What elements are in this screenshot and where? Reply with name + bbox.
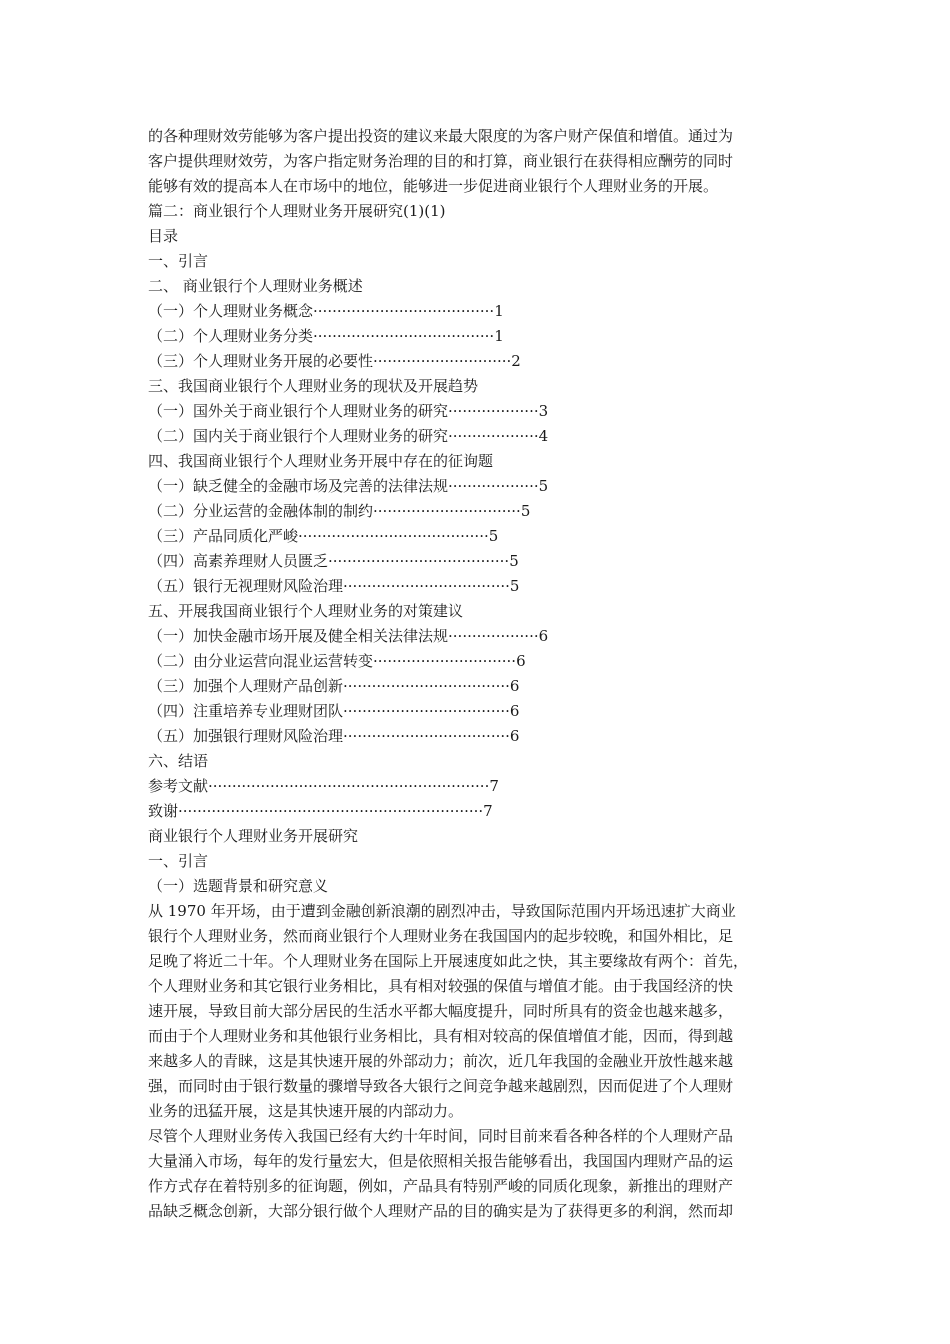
text-line: 来越多人的青睐，这是其快速开展的外部动力；前次，近几年我国的金融业开放性越来越 <box>148 1052 734 1070</box>
document-body <box>148 124 808 1224</box>
toc-leaders: ······································ <box>328 552 510 570</box>
toc-entry <box>148 724 808 749</box>
toc-leaders: ··················· <box>448 627 539 645</box>
toc-entry <box>148 274 808 299</box>
toc-entry-label: （四）高素养理财人员匮乏 <box>148 552 329 570</box>
toc-entry <box>148 374 808 399</box>
text-line: 作方式存在着特别多的征询题，例如，产品具有特别严峻的同质化现象，新推出的理财产 <box>148 1177 734 1195</box>
text-line: 银行个人理财业务，然而商业银行个人理财业务在我国国内的起步较晚，和国外相比，足 <box>148 927 734 945</box>
toc-leaders: ······································ <box>313 327 495 345</box>
text-line: 足晚了将近二十年。个人理财业务在国际上开展速度如此之快，其主要缘故有两个：首先， <box>148 952 749 970</box>
toc-entry-label: 三、我国商业银行个人理财业务的现状及开展趋势 <box>148 377 479 395</box>
toc-page-number: 5 <box>520 502 531 520</box>
toc-entry <box>148 499 808 524</box>
toc-entry <box>148 799 808 824</box>
toc-page-number: 6 <box>509 702 520 720</box>
toc-entry-label: （二）国内关于商业银行个人理财业务的研究 <box>148 427 449 445</box>
body-paragraph <box>148 899 808 1124</box>
toc-entry-label: 四、我国商业银行个人理财业务开展中存在的征询题 <box>148 452 494 470</box>
toc-entry <box>148 249 808 274</box>
toc-page-number: 1 <box>494 327 504 345</box>
toc-entry <box>148 324 808 349</box>
toc-entry-label: （三）加强个人理财产品创新 <box>148 677 344 695</box>
toc-entry <box>148 549 808 574</box>
toc-leaders: ······························· <box>373 502 521 520</box>
toc-entry <box>148 699 808 724</box>
toc-entry <box>148 674 808 699</box>
toc-page-number: 5 <box>509 577 520 595</box>
intro-paragraph-end <box>148 124 808 199</box>
toc-entry <box>148 624 808 649</box>
toc-entry <box>148 774 808 799</box>
toc-entry <box>148 474 808 499</box>
document-title: 商业银行个人理财业务开展研究 <box>148 827 359 845</box>
toc-entry <box>148 524 808 549</box>
toc-entry-label: （二）由分业运营向混业运营转变 <box>148 652 374 670</box>
toc-leaders: ··································· <box>343 677 510 695</box>
text-line: 而由于个人理财业务和其他银行业务相比，具有相对较高的保值增值才能，因而，得到越 <box>148 1027 734 1045</box>
toc-leaders: ········································ <box>298 527 489 545</box>
toc-entry <box>148 749 808 774</box>
toc-entry-label: （一）国外关于商业银行个人理财业务的研究 <box>148 402 449 420</box>
toc-entry-label: （二）个人理财业务分类 <box>148 327 314 345</box>
toc-entry-label: 二、 商业银行个人理财业务概述 <box>148 277 363 295</box>
toc-leaders: ································································ <box>178 802 484 820</box>
toc-leaders: ··································· <box>343 577 510 595</box>
toc-entry-label: 参考文献 <box>148 777 209 795</box>
text-line: 的各种理财效劳能够为客户提出投资的建议来最大限度的为客户财产保值和增值。通过为 <box>148 127 734 145</box>
toc-page-number: 6 <box>516 652 526 670</box>
toc-entry <box>148 449 808 474</box>
toc-page-number: 4 <box>538 427 549 445</box>
toc-entry-label: 致谢 <box>148 802 179 820</box>
text-line: 个人理财业务和其它银行业务相比，具有相对较强的保值与增值才能。由于我国经济的快 <box>148 977 734 995</box>
toc-entry-label: 六、结语 <box>148 752 209 770</box>
toc-leaders: ··················· <box>448 402 539 420</box>
toc-page-number: 7 <box>483 802 493 820</box>
text-line: 大量涌入市场，每年的发行量宏大，但是依照相关报告能够看出，我国国内理财产品的运 <box>148 1152 734 1170</box>
toc-leaders: ··················· <box>448 427 539 445</box>
chapter-heading: 一、引言 <box>148 852 209 870</box>
toc-entry <box>148 599 808 624</box>
toc-entry-label: （三）产品同质化严峻 <box>148 527 299 545</box>
text-line: 客户提供理财效劳，为客户指定财务治理的目的和打算，商业银行在获得相应酬劳的同时 <box>148 152 734 170</box>
text-line: 从 1970 年开场，由于遭到金融创新浪潮的剧烈冲击，导致国际范围内开场迅速扩大商业 <box>148 902 736 920</box>
toc-page-number: 6 <box>509 727 520 745</box>
toc-entry <box>148 424 808 449</box>
text-line: 品缺乏概念创新，大部分银行做个人理财产品的目的确实是为了获得更多的利润，然而却 <box>148 1202 734 1220</box>
toc-leaders: ··································· <box>343 727 510 745</box>
toc-page-number: 6 <box>509 677 520 695</box>
body-paragraph <box>148 1124 808 1224</box>
toc-leaders: ··································· <box>343 702 510 720</box>
toc-entry-label: （一）个人理财业务概念 <box>148 302 314 320</box>
text-line: 尽管个人理财业务传入我国已经有大约十年时间，同时目前来看各种各样的个人理财产品 <box>148 1127 734 1145</box>
toc-leaders: ····························· <box>373 352 512 370</box>
toc-page-number: 3 <box>538 402 549 420</box>
toc-entry <box>148 574 808 599</box>
text-line: 业务的迅猛开展，这是其快速开展的内部动力。 <box>148 1102 464 1120</box>
toc-leaders: ··························································· <box>208 777 490 795</box>
toc-page-number: 1 <box>494 302 504 320</box>
subsection-heading: （一）选题背景和研究意义 <box>148 877 329 895</box>
toc-entry <box>148 399 808 424</box>
toc-page-number: 2 <box>511 352 521 370</box>
toc-entry-label: 五、开展我国商业银行个人理财业务的对策建议 <box>148 602 464 620</box>
toc-entry-label: （三）个人理财业务开展的必要性 <box>148 352 374 370</box>
toc-entry-label: （五）加强银行理财风险治理 <box>148 727 344 745</box>
toc-entry <box>148 349 808 374</box>
toc-entry-label: （一）缺乏健全的金融市场及完善的法律法规 <box>148 477 449 495</box>
toc-page-number: 5 <box>538 477 549 495</box>
text-line: 强，而同时由于银行数量的骤增导致各大银行之间竞争越来越剧烈，因而促进了个人理财 <box>148 1077 734 1095</box>
toc-page-number: 5 <box>509 552 519 570</box>
text-line: 能够有效的提高本人在市场中的地位，能够进一步促进商业银行个人理财业务的开展。 <box>148 177 719 195</box>
table-of-contents <box>148 249 808 824</box>
toc-page-number: 7 <box>489 777 499 795</box>
toc-leaders: ······························ <box>373 652 517 670</box>
toc-leaders: ······································ <box>313 302 495 320</box>
toc-leaders: ··················· <box>448 477 539 495</box>
section-heading: 篇二：商业银行个人理财业务开展研究(1)(1) <box>148 202 446 220</box>
toc-page-number: 5 <box>488 527 499 545</box>
toc-entry <box>148 649 808 674</box>
toc-entry-label: （四）注重培养专业理财团队 <box>148 702 344 720</box>
text-line: 速开展，导致目前大部分居民的生活水平都大幅度提升，同时所具有的资金也越来越多， <box>148 1002 734 1020</box>
toc-entry-label: 一、引言 <box>148 252 209 270</box>
toc-page-number: 6 <box>538 627 549 645</box>
toc-title: 目录 <box>148 227 179 245</box>
toc-entry <box>148 299 808 324</box>
toc-entry-label: （一）加快金融市场开展及健全相关法律法规 <box>148 627 449 645</box>
toc-entry-label: （二）分业运营的金融体制的制约 <box>148 502 374 520</box>
toc-entry-label: （五）银行无视理财风险治理 <box>148 577 344 595</box>
